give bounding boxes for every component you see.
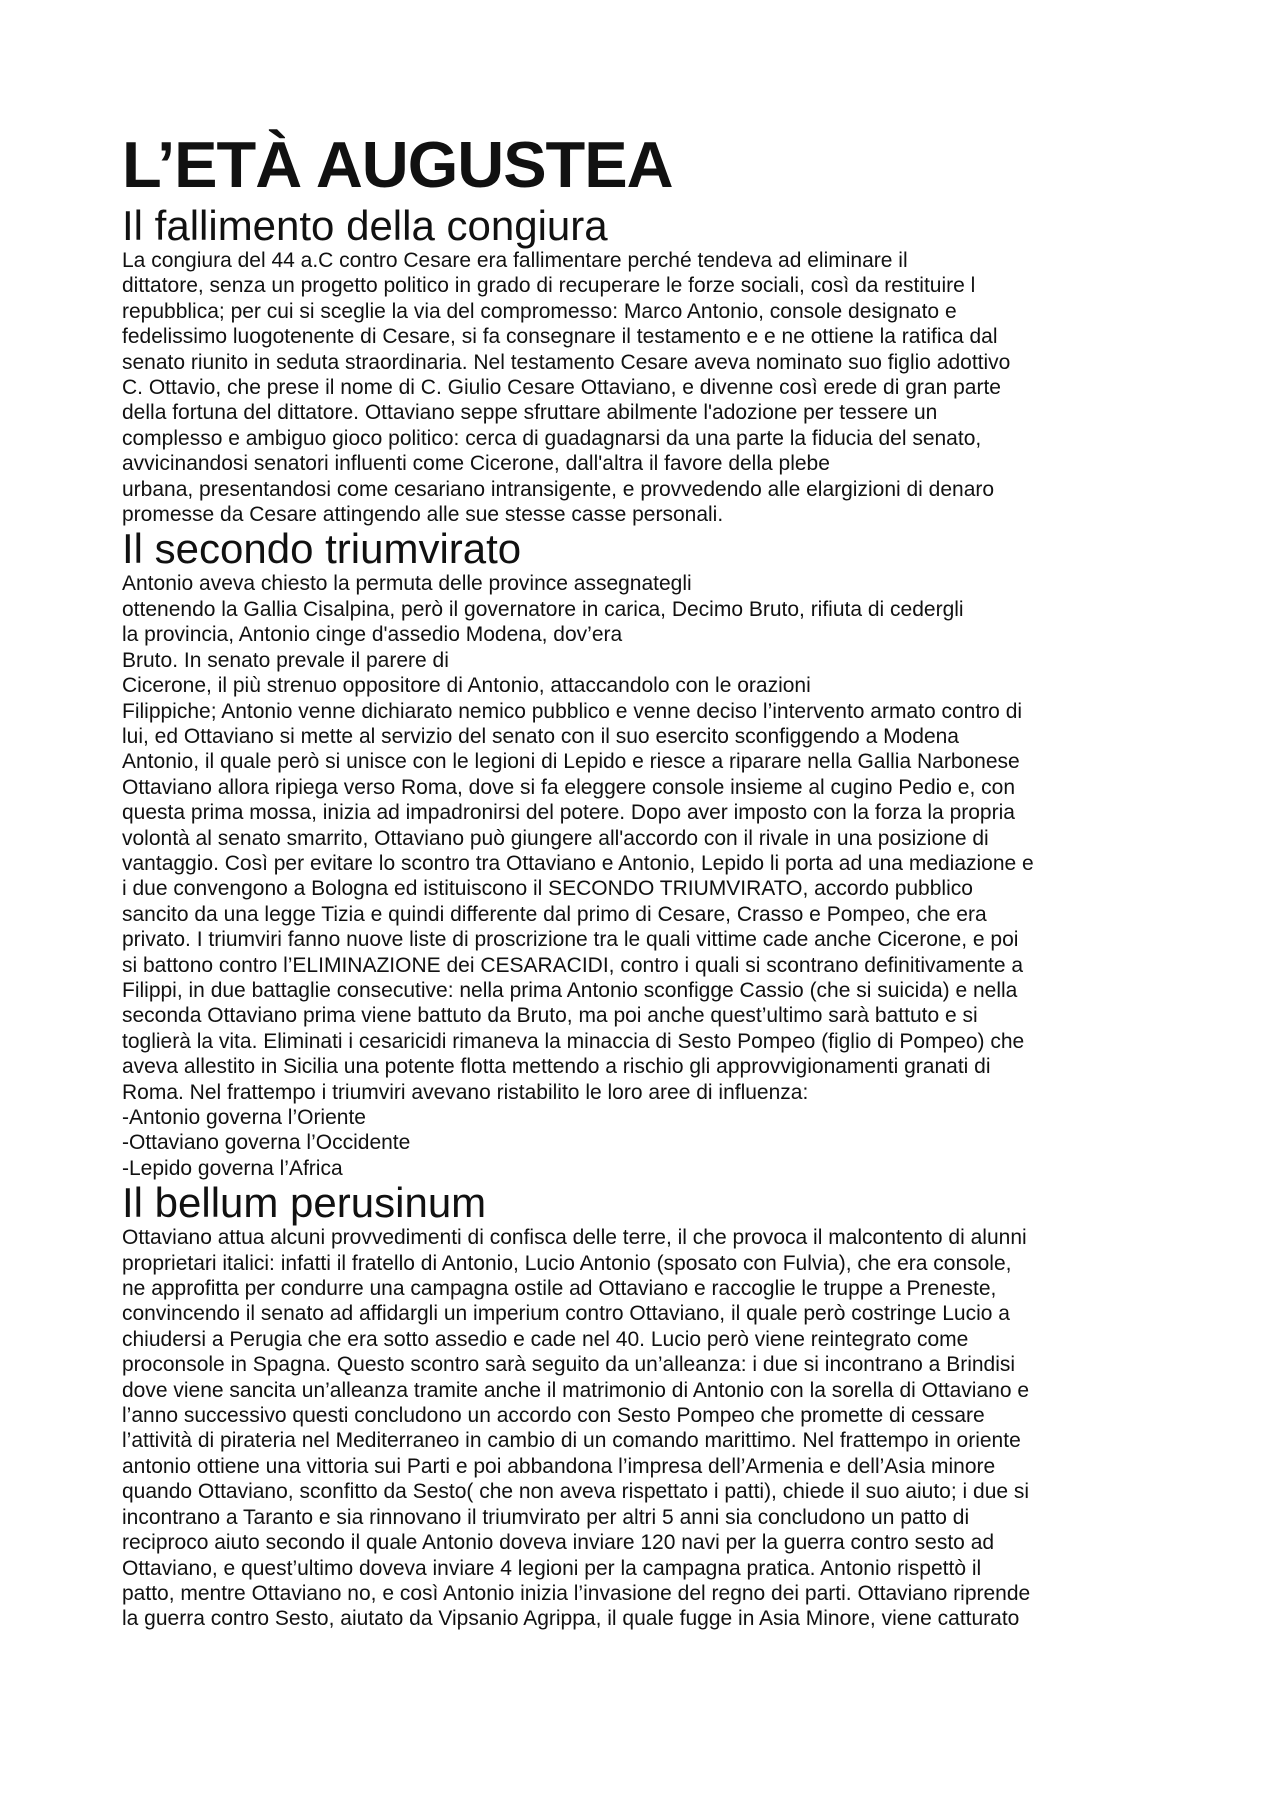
list-item: -Ottaviano governa l’Occidente [122, 1131, 411, 1155]
list-item: -Lepido governa l’Africa [122, 1156, 343, 1180]
text-line: Ottaviano attua alcuni provvedimenti di confisca delle terre, il che provoca il malcontento di alunni [122, 1226, 1027, 1250]
text-line: Cicerone, il più strenuo oppositore di Antonio, attaccandolo con le orazioni [122, 674, 811, 698]
text-line: proprietari italici: infatti il fratello di Antonio, Lucio Antonio (sposato con Fulvia), che era console, [122, 1251, 1012, 1275]
list-item: -Antonio governa l’Oriente [122, 1106, 366, 1129]
text-line: i due convengono a Bologna ed istituiscono il SECONDO TRIUMVIRATO, accordo pubblico [122, 877, 973, 901]
text-line: seconda Ottaviano prima viene battuto da Bruto, ma poi anche quest’ultimo sarà battuto e si [122, 1004, 978, 1028]
text-line: volontà al senato smarrito, Ottaviano può giungere all'accordo con il rivale in una posizione di [122, 826, 989, 850]
section-body-bellum-perusinum [122, 1225, 1182, 1632]
text-line: Roma. Nel frattempo i triumviri avevano ristabilito le loro aree di influenza: [122, 1080, 809, 1104]
text-line: privato. I triumviri fanno nuove liste di proscrizione tra le quali vittime cade anche Cicerone, e poi [122, 928, 1019, 952]
text-line: quando Ottaviano, sconfitto da Sesto( che non aveva rispettato i patti), chiede il suo aiuto; i due si [122, 1480, 1030, 1504]
text-line: senato riunito in seduta straordinaria. Nel testamento Cesare aveva nominato suo figlio adottivo [122, 350, 1011, 374]
text-line: reciproco aiuto secondo il quale Antonio doveva inviare 120 navi per la guerra contro sesto ad [122, 1531, 995, 1555]
text-line: lui, ed Ottaviano si mette al servizio del senato con il suo esercito sconfiggendo a Modena [122, 724, 959, 748]
text-line: avvicinandosi senatori influenti come Cicerone, dall'altra il favore della plebe [122, 452, 830, 476]
text-line: dittatore, senza un progetto politico in grado di recuperare le forze sociali, così da restituire l [122, 274, 976, 298]
text-line: l’attività di pirateria nel Mediterraneo in cambio di un comando marittimo. Nel frattempo in oriente [122, 1429, 1021, 1453]
text-line: C. Ottavio, che prese il nome di C. Giulio Cesare Ottaviano, e divenne così erede di gran parte [122, 376, 1001, 400]
text-line: questa prima mossa, inizia ad impadronirsi del potere. Dopo aver imposto con la forza la propria [122, 801, 1015, 825]
text-line: ottenendo la Gallia Cisalpina, però il governatore in carica, Decimo Bruto, rifiuta di cedergli [122, 597, 964, 621]
text-line: sancito da una legge Tizia e quindi differente dal primo di Cesare, Crasso e Pompeo, che era [122, 902, 987, 926]
text-line: la provincia, Antonio cinge d'assedio Modena, dov’era [122, 623, 623, 647]
text-line: ne approfitta per condurre una campagna ostile ad Ottaviano e raccoglie le truppe a Preneste, [122, 1277, 997, 1301]
text-line: incontrano a Taranto e sia rinnovano il triumvirato per altri 5 anni sia concludono un patto di [122, 1505, 970, 1529]
text-line: Antonio, il quale però si unisce con le legioni di Lepido e riesce a riparare nella Gallia Narbonese [122, 750, 1020, 774]
text-line: Bruto. In senato prevale il parere di [122, 648, 449, 672]
section-heading-fallimento: Il fallimento della congiura [122, 202, 608, 249]
text-line: toglierà la vita. Eliminati i cesaricidi rimaneva la minaccia di Sesto Pompeo (figlio di Pompeo) che [122, 1029, 1025, 1053]
text-line: proconsole in Spagna. Questo scontro sarà seguito da un’alleanza: i due si incontrano a Brindisi [122, 1353, 1016, 1377]
text-line: Filippiche; Antonio venne dichiarato nemico pubblico e venne deciso l’intervento armato contro di [122, 699, 1023, 723]
text-line: repubblica; per cui si sceglie la via del compromesso: Marco Antonio, console designato e [122, 299, 957, 323]
text-line: complesso e ambiguo gioco politico: cerca di guadagnarsi da una parte la fiducia del senato, [122, 426, 982, 450]
text-line: Filippi, in due battaglie consecutive: nella prima Antonio sconfigge Cassio (che si suicida) e nella [122, 978, 1018, 1002]
section-heading-secondo-triumvirato: Il secondo triumvirato [122, 525, 522, 573]
text-line: Ottaviano allora ripiega verso Roma, dove si fa eleggere console insieme al cugino Pedio e, con [122, 775, 1016, 799]
text-line: promesse da Cesare attingendo alle sue stesse casse personali. [122, 503, 724, 527]
text-line: urbana, presentandosi come cesariano intransigente, e provvedendo alle elargizioni di denaro [122, 477, 995, 501]
text-line: fedelissimo luogotenente di Cesare, si fa consegnare il testamento e e ne ottiene la ratifica dal [122, 325, 998, 349]
text-line: si battono contro l’ELIMINAZIONE dei CESARACIDI, contro i quali si scontrano definitivamente a [122, 953, 1024, 977]
text-line: convincendo il senato ad affidargli un imperium contro Ottaviano, il quale però costringe Lucio a [122, 1302, 1010, 1326]
section-body-secondo-triumvirato [122, 571, 1182, 1181]
section-body-fallimento [122, 248, 1182, 527]
text-line: antonio ottiene una vittoria sui Parti e poi abbandona l’impresa dell’Armenia e dell’Asia minore [122, 1454, 996, 1478]
section-heading-bellum-perusinum: Il bellum perusinum [122, 1179, 487, 1227]
text-line: chiudersi a Perugia che era sotto assedio e cade nel 40. Lucio però viene reintegrato come [122, 1327, 969, 1351]
document-title: L’ETÀ AUGUSTEA [122, 128, 673, 201]
text-line: dove viene sancita un’alleanza tramite anche il matrimonio di Antonio con la sorella di Ottaviano e [122, 1378, 1030, 1402]
document-page [122, 126, 1182, 1632]
text-line: della fortuna del dittatore. Ottaviano seppe sfruttare abilmente l'adozione per tessere un [122, 401, 938, 425]
text-line: Ottaviano, e quest’ultimo doveva inviare 4 legioni per la campagna pratica. Antonio rispettò il [122, 1556, 982, 1580]
text-line: la guerra contro Sesto, aiutato da Vipsanio Agrippa, il quale fugge in Asia Minore, viene catturato [122, 1607, 1020, 1631]
text-line: patto, mentre Ottaviano no, e così Antonio inizia l’invasione del regno dei parti. Ottaviano riprende [122, 1581, 1031, 1605]
text-line: Antonio aveva chiesto la permuta delle province assegnategli [122, 572, 692, 596]
text-line: l’anno successivo questi concludono un accordo con Sesto Pompeo che promette di cessare [122, 1404, 985, 1428]
text-line: vantaggio. Così per evitare lo scontro tra Ottaviano e Antonio, Lepido li porta ad una mediazione e [122, 851, 1034, 875]
text-line: aveva allestito in Sicilia una potente flotta mettendo a rischio gli approvvigionamenti granati di [122, 1055, 991, 1079]
text-line: La congiura del 44 a.C contro Cesare era fallimentare perché tendeva ad eliminare il [122, 249, 908, 272]
